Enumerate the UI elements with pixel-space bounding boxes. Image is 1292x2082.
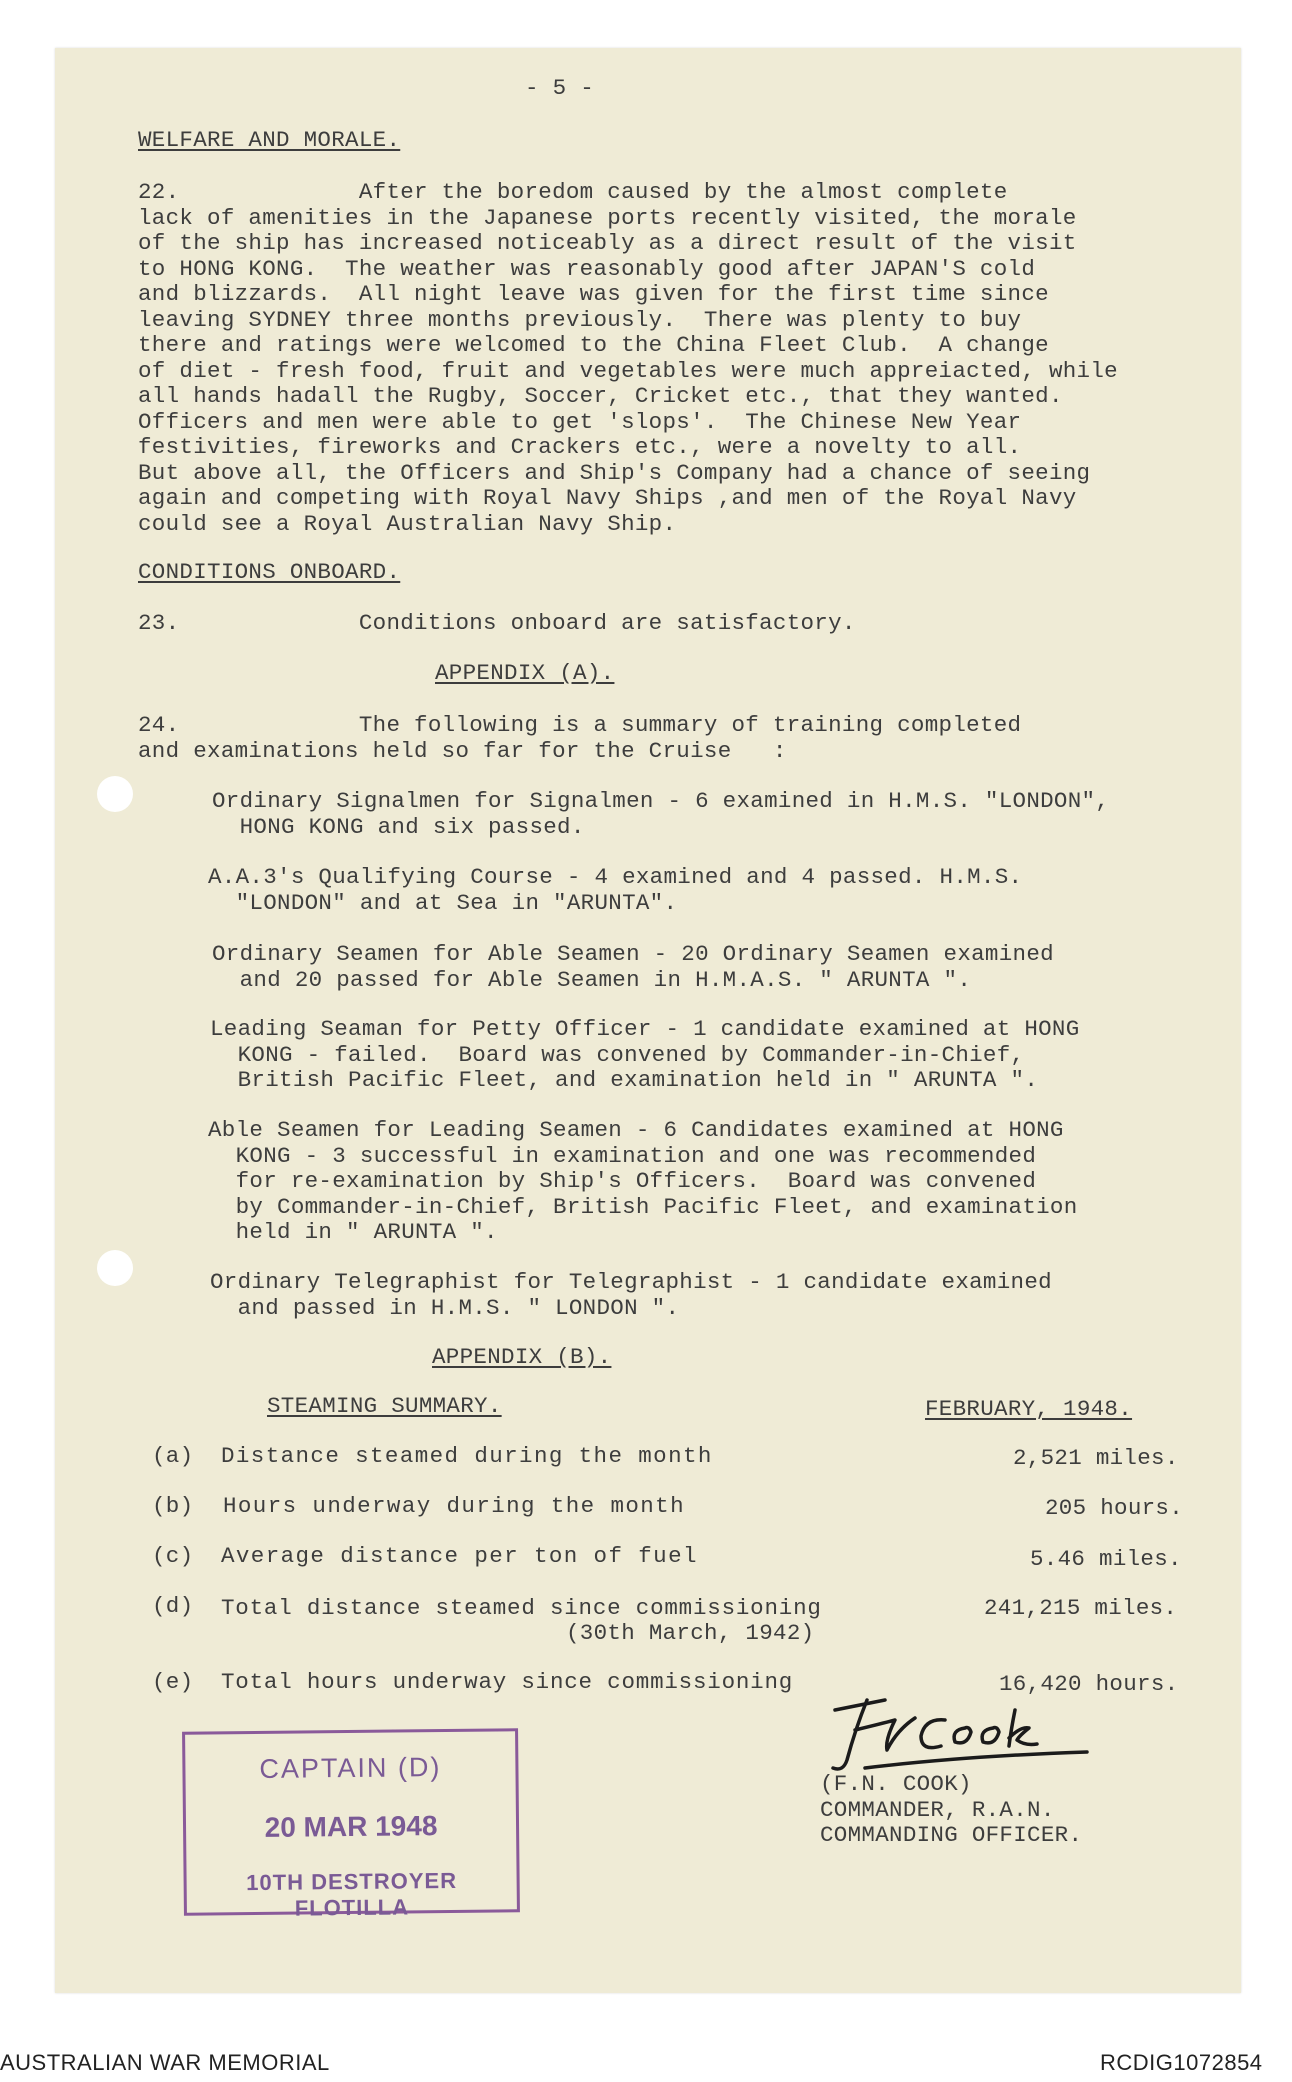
row-value: 5.46 miles. <box>1030 1546 1182 1572</box>
punch-hole-bottom <box>97 1250 133 1286</box>
stamp-office: CAPTAIN (D) <box>259 1752 442 1784</box>
footer-reference: RCDIG1072854 <box>1100 2050 1263 2075</box>
text-line: lack of amenities in the Japanese ports recently visited, the morale <box>138 204 1077 231</box>
appendix-a-intro: 24. The following is a summary of training completed <box>138 712 1022 738</box>
text-line: Ordinary Seamen for Able Seamen - 20 Ordinary Seamen examined <box>212 941 1054 967</box>
row-description: Total hours underway since commissioning <box>221 1669 794 1695</box>
row-label: (c) <box>152 1543 194 1569</box>
row-description: Total distance steamed since commissioning <box>221 1595 822 1621</box>
text-line: and blizzards. All night leave was given for the first time since <box>138 281 1049 307</box>
text-line: KONG - failed. Board was convened by Commander-in-Chief, <box>210 1041 1025 1068</box>
text-line: of diet - fresh food, fruit and vegetables were much appreiacted, while <box>138 357 1118 384</box>
text-line: Leading Seaman for Petty Officer - 1 candidate examined at HONG <box>210 1016 1080 1042</box>
conditions-text: 23. Conditions onboard are satisfactory. <box>138 610 856 636</box>
received-stamp <box>182 1728 520 1921</box>
conditions-heading: CONDITIONS ONBOARD. <box>138 559 401 585</box>
steaming-summary-title: STEAMING SUMMARY. <box>267 1393 502 1419</box>
summary-month: FEBRUARY, 1948. <box>925 1396 1133 1422</box>
row-label: (d) <box>152 1593 194 1619</box>
text-line: British Pacific Fleet, and examination held in " ARUNTA ". <box>210 1067 1039 1093</box>
text-line: Ordinary Signalmen for Signalmen - 6 examined in H.M.S. "LONDON", <box>212 788 1110 814</box>
text-line: held in " ARUNTA ". <box>208 1219 498 1245</box>
text-line: again and competing with Royal Navy Ships ,and men of the Royal Navy <box>138 485 1077 511</box>
text-line: Officers and men were able to get 'slops'. The Chinese New Year <box>138 408 1022 435</box>
text-line: festivities, fireworks and Crackers etc., were a novelty to all. <box>138 434 1022 460</box>
appendix-a-heading: APPENDIX (A). <box>435 660 615 686</box>
signatory-rank: COMMANDER, R.A.N. <box>820 1796 1055 1823</box>
signatory-name: (F.N. COOK) <box>820 1771 972 1797</box>
stamp-date: 20 MAR 1948 <box>264 1810 438 1843</box>
handwritten-signature <box>825 1690 1095 1780</box>
text-line: Able Seamen for Leading Seamen - 6 Candidates examined at HONG <box>208 1117 1064 1143</box>
row-value: 241,215 miles. <box>984 1595 1178 1621</box>
row-description: Distance steamed during the month <box>221 1443 713 1469</box>
text-line: 22. After the boredom caused by the almost complete <box>138 179 1008 205</box>
text-line: and 20 passed for Able Seamen in H.M.A.S. " ARUNTA ". <box>212 966 972 993</box>
text-line: could see a Royal Australian Navy Ship. <box>138 510 677 537</box>
row-description: Average distance per ton of fuel <box>221 1543 698 1569</box>
appendix-b-heading: APPENDIX (B). <box>432 1344 612 1370</box>
row-label: (e) <box>152 1669 194 1695</box>
punch-hole-top <box>97 776 133 812</box>
signatory-title: COMMANDING OFFICER. <box>820 1822 1083 1848</box>
row-description-note: (30th March, 1942) <box>566 1620 815 1646</box>
row-value: 205 hours. <box>1045 1495 1184 1521</box>
row-label: (b) <box>152 1493 194 1519</box>
stamp-unit: 10TH DESTROYER FLOTILLA <box>246 1867 458 1921</box>
footer-source: AUSTRALIAN WAR MEMORIAL <box>0 2050 330 2075</box>
appendix-a-intro: and examinations held so far for the Cruise : <box>138 737 787 764</box>
text-line: "LONDON" and at Sea in "ARUNTA". <box>208 889 678 916</box>
text-line: HONG KONG and six passed. <box>212 813 585 840</box>
welfare-heading: WELFARE AND MORALE. <box>138 127 401 153</box>
row-value: 16,420 hours. <box>999 1671 1179 1697</box>
page-number: - 5 - <box>525 75 595 101</box>
row-value: 2,521 miles. <box>1013 1445 1179 1471</box>
text-line: and passed in H.M.S. " LONDON ". <box>210 1294 680 1321</box>
text-line: of the ship has increased noticeably as a direct result of the visit <box>138 230 1077 256</box>
text-line: there and ratings were welcomed to the China Fleet Club. A change <box>138 332 1049 358</box>
text-line: But above all, the Officers and Ship's Company had a chance of seeing <box>138 459 1091 486</box>
text-line: for re-examination by Ship's Officers. Board was convened <box>208 1168 1037 1194</box>
text-line: A.A.3's Qualifying Course - 4 examined and 4 passed. H.M.S. <box>208 864 1023 890</box>
text-line: Ordinary Telegraphist for Telegraphist - 1 candidate examined <box>210 1269 1052 1295</box>
row-description: Hours underway during the month <box>223 1493 685 1519</box>
row-label: (a) <box>152 1443 194 1469</box>
text-line: all hands hadall the Rugby, Soccer, Cricket etc., that they wanted. <box>138 383 1063 409</box>
text-line: KONG - 3 successful in examination and one was recommended <box>208 1142 1037 1169</box>
text-line: by Commander-in-Chief, British Pacific Fleet, and examination <box>208 1193 1078 1220</box>
text-line: to HONG KONG. The weather was reasonably good after JAPAN'S cold <box>138 255 1036 282</box>
text-line: leaving SYDNEY three months previously. There was plenty to buy <box>138 306 1022 333</box>
